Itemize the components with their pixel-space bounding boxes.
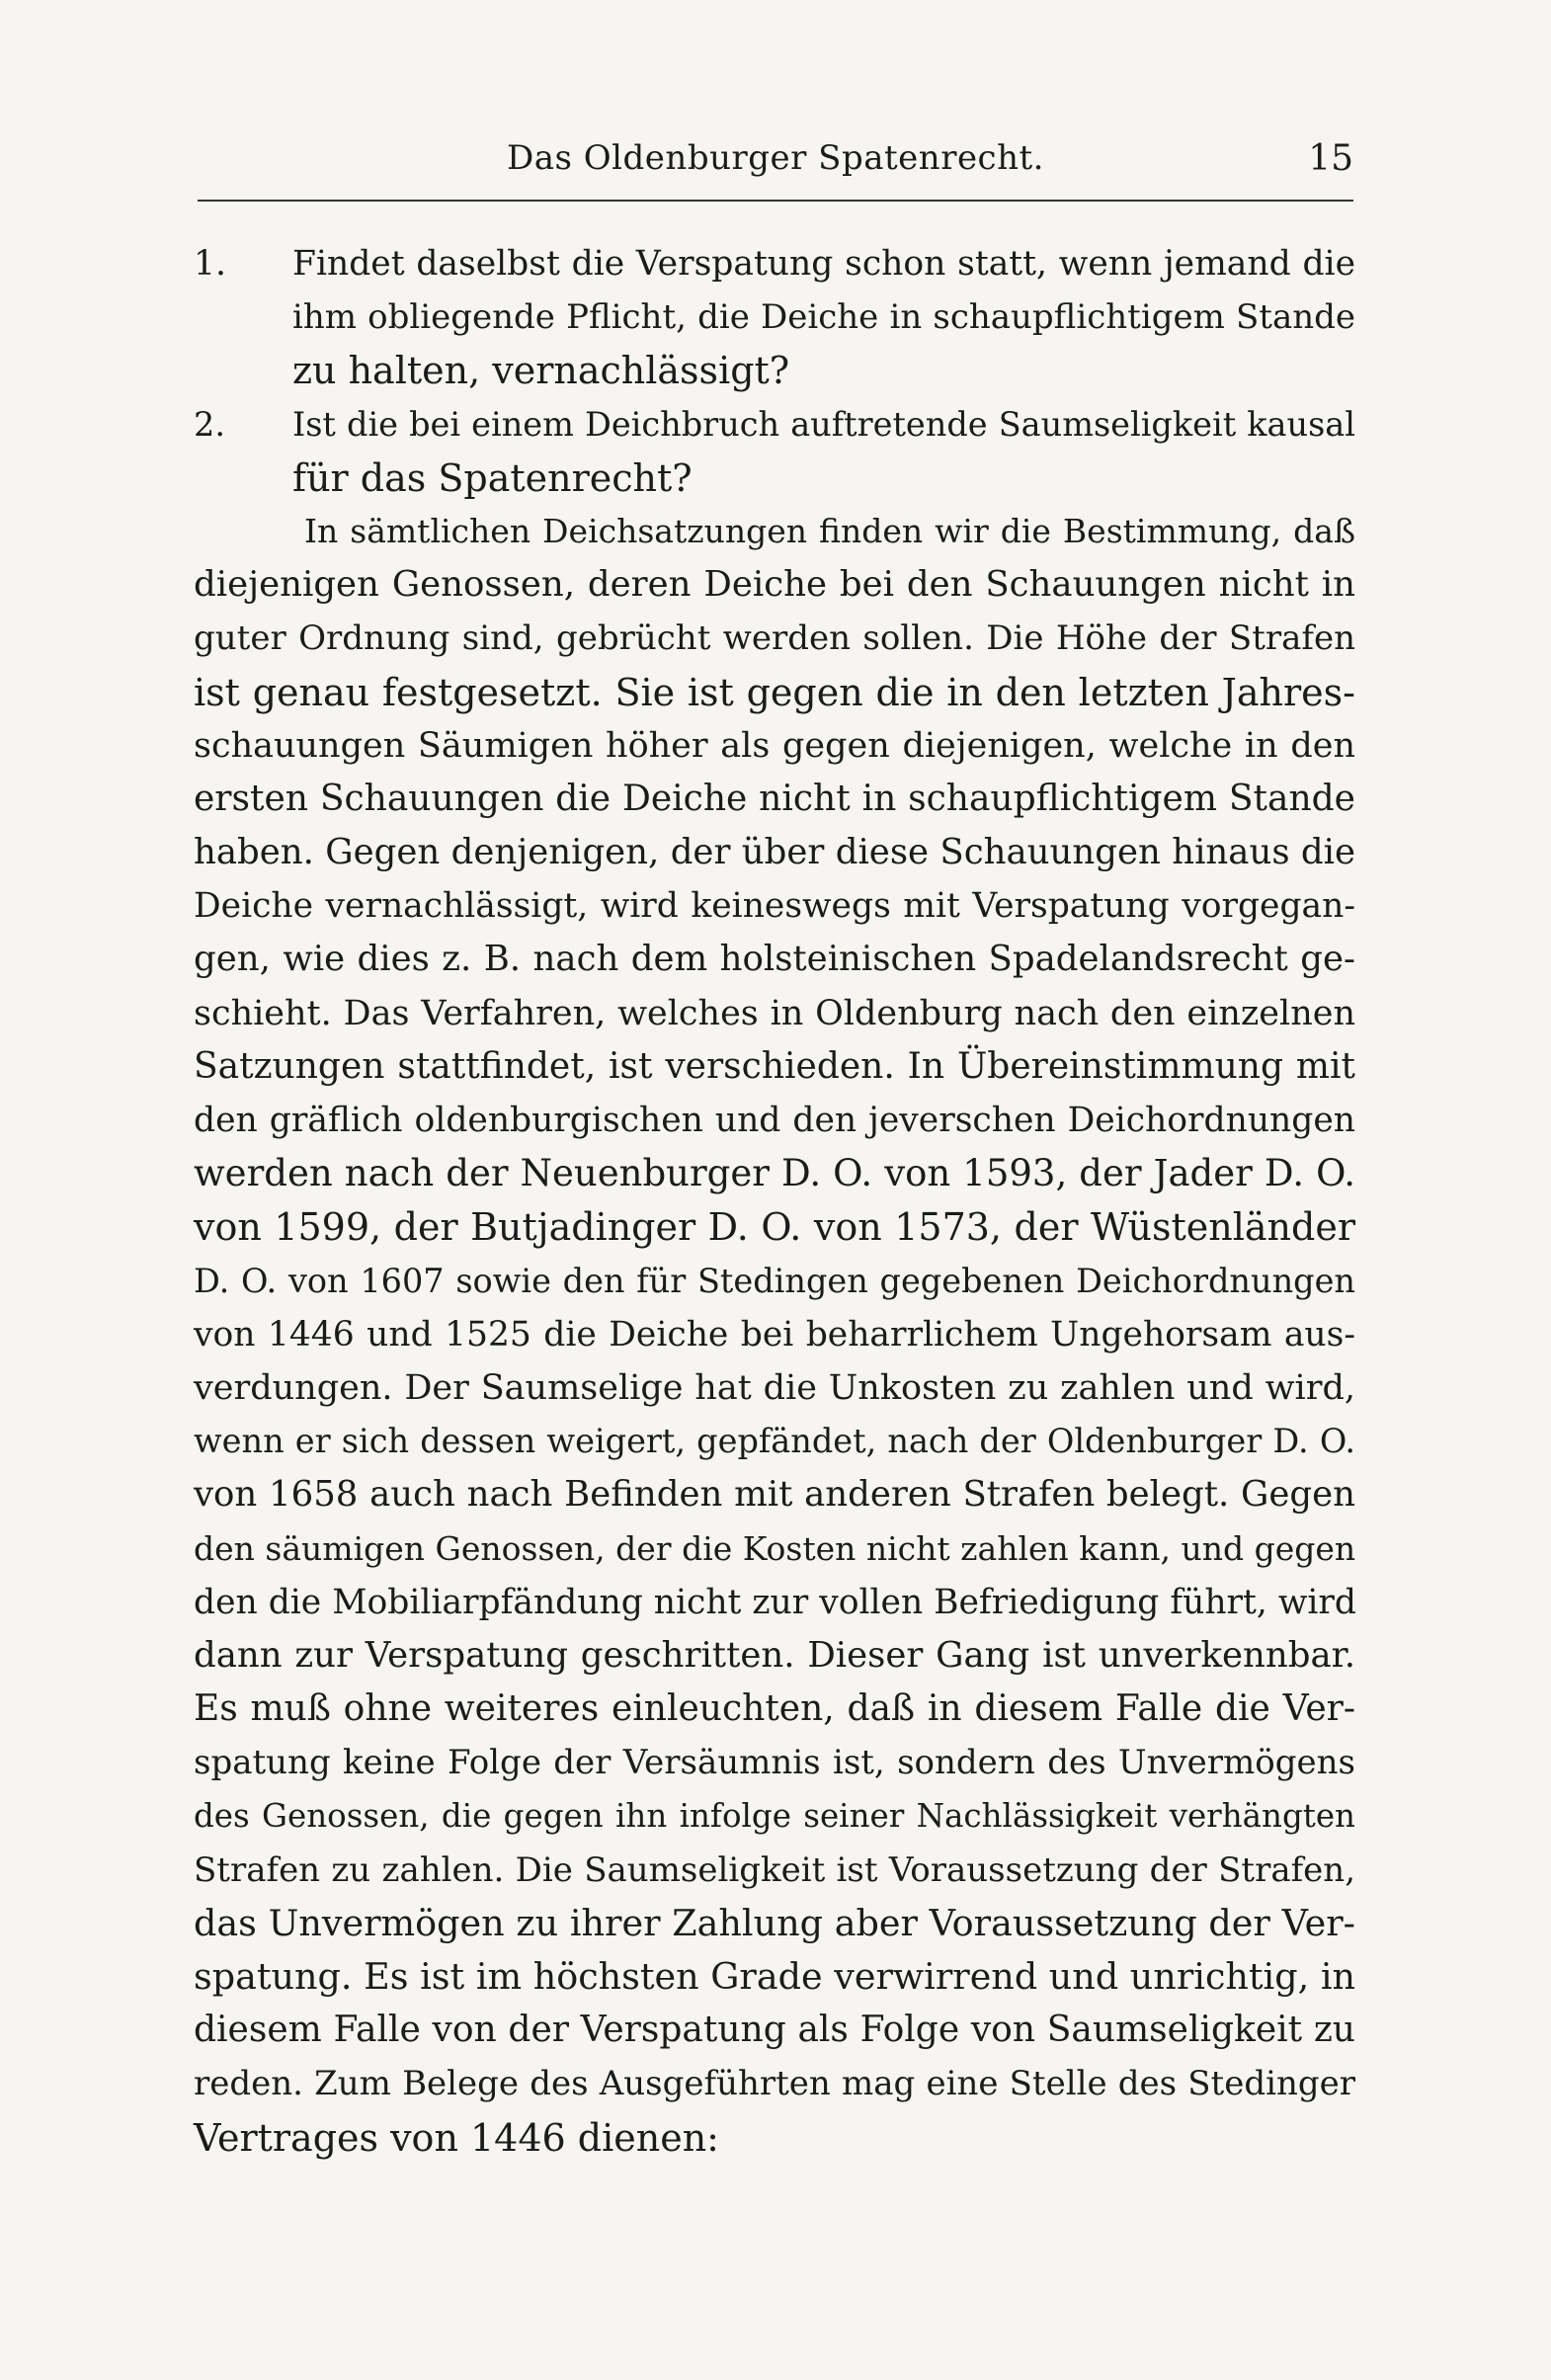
paragraph-line: Deiche vernachlässigt, wird keineswegs mit Verspatung vorgegan- xyxy=(194,886,1355,927)
paragraph-line: wenn er sich dessen weigert, gepfändet, nach der Oldenburger D. O. xyxy=(194,1422,1355,1461)
paragraph-line: dann zur Verspatung geschritten. Dieser Gang ist unverkennbar. xyxy=(194,1634,1355,1676)
list-item-1-line-1 xyxy=(194,237,1355,290)
paragraph-line: ist genau festgesetzt. Sie ist gegen die in den letzten Jahres- xyxy=(194,670,1355,714)
paragraph-line: Strafen zu zahlen. Die Saumseligkeit ist Voraussetzung der Strafen, xyxy=(194,1849,1355,1890)
running-head: Das Oldenburger Spatenrecht. xyxy=(507,138,1044,178)
paragraph-line: den die Mobiliarpfändung nicht zur vollen Befriedigung führt, wird xyxy=(194,1582,1356,1622)
paragraph-line: D. O. von 1607 sowie den für Stedingen gegebenen Deichordnungen xyxy=(194,1261,1355,1300)
paragraph-line: Es muß ohne weiteres einleuchten, daß in diesem Falle die Ver- xyxy=(194,1688,1355,1730)
body-text xyxy=(194,237,1355,2165)
paragraph-line: spatung. Es ist im höchsten Grade verwirrend und unrichtig, in xyxy=(194,1955,1355,1998)
paragraph-line: das Unvermögen zu ihrer Zahlung aber Voraussetzung der Ver- xyxy=(194,1901,1355,1944)
paragraph-line: ersten Schauungen die Deiche nicht in schaupflichtigem Stande xyxy=(194,778,1355,819)
list-line: Findet daselbst die Verspatung schon statt, wenn jemand die xyxy=(292,244,1355,284)
paragraph-line: diesem Falle von der Verspatung als Folge von Saumseligkeit zu xyxy=(194,2010,1355,2051)
paragraph-line: spatung keine Folge der Versäumnis ist, sondern des Unvermögens xyxy=(194,1743,1355,1783)
list-item-2-line-2: für das Spatenrecht? xyxy=(292,455,693,500)
paragraph-line: von 1599, der Butjadinger D. O. von 1573, der Wüstenländer xyxy=(194,1205,1355,1250)
paragraph-line: den säumigen Genossen, der die Kosten nicht zahlen kann, und gegen xyxy=(194,1528,1356,1568)
list-item-2-line-1 xyxy=(194,398,1355,451)
paragraph-line: von 1446 und 1525 die Deiche bei beharrlichem Ungehorsam aus- xyxy=(194,1314,1355,1354)
header-rule xyxy=(198,200,1353,202)
paragraph-line: von 1658 auch nach Befinden mit anderen Strafen belegt. Gegen xyxy=(194,1474,1355,1516)
paragraph-line: haben. Gegen denjenigen, der über diese Schauungen hinaus die xyxy=(194,832,1355,873)
paragraph-line: Satzungen stattfindet, ist verschieden. In Übereinstimmung mit xyxy=(194,1045,1355,1087)
paragraph-line: schauungen Säumigen höher als gegen diejenigen, welche in den xyxy=(194,725,1355,766)
list-item-1-line-3: zu halten, vernachlässigt? xyxy=(292,349,790,393)
page-header xyxy=(198,138,1353,198)
paragraph-line: verdungen. Der Saumselige hat die Unkosten zu zahlen und wird, xyxy=(194,1367,1355,1408)
paragraph-line: den gräflich oldenburgischen und den jeverschen Deichordnungen xyxy=(194,1101,1355,1140)
paragraph-line: reden. Zum Belege des Ausgeführten mag eine Stelle des Stedinger xyxy=(194,2064,1355,2104)
paragraph-line: werden nach der Neuenburger D. O. von 1593, der Jader D. O. xyxy=(194,1152,1355,1195)
paragraph-line: diejenigen Genossen, deren Deiche bei den Schauungen nicht in xyxy=(194,564,1355,606)
list-number: 1. xyxy=(194,244,226,284)
list-number: 2. xyxy=(194,404,225,444)
paragraph-line: Vertrages von 1446 dienen: xyxy=(194,2115,719,2160)
paragraph-line: gen, wie dies z. B. nach dem holsteinischen Spadelandsrecht ge- xyxy=(194,939,1355,980)
list-line: Ist die bei einem Deichbruch auftretende Saumseligkeit kausal xyxy=(292,404,1355,444)
paragraph-line: In sämtlichen Deichsatzungen finden wir die Bestimmung, daß xyxy=(304,511,1355,550)
paragraph-line: des Genossen, die gegen ihn infolge seiner Nachlässigkeit verhängten xyxy=(194,1797,1355,1836)
paragraph-line: guter Ordnung sind, gebrücht werden sollen. Die Höhe der Strafen xyxy=(194,618,1355,659)
page-number: 15 xyxy=(1308,138,1353,179)
paragraph-line: schieht. Das Verfahren, welches in Oldenburg nach den einzelnen xyxy=(194,993,1355,1033)
list-item-1-line-2: ihm obliegende Pflicht, die Deiche in schaupflichtigem Stande xyxy=(292,297,1355,338)
